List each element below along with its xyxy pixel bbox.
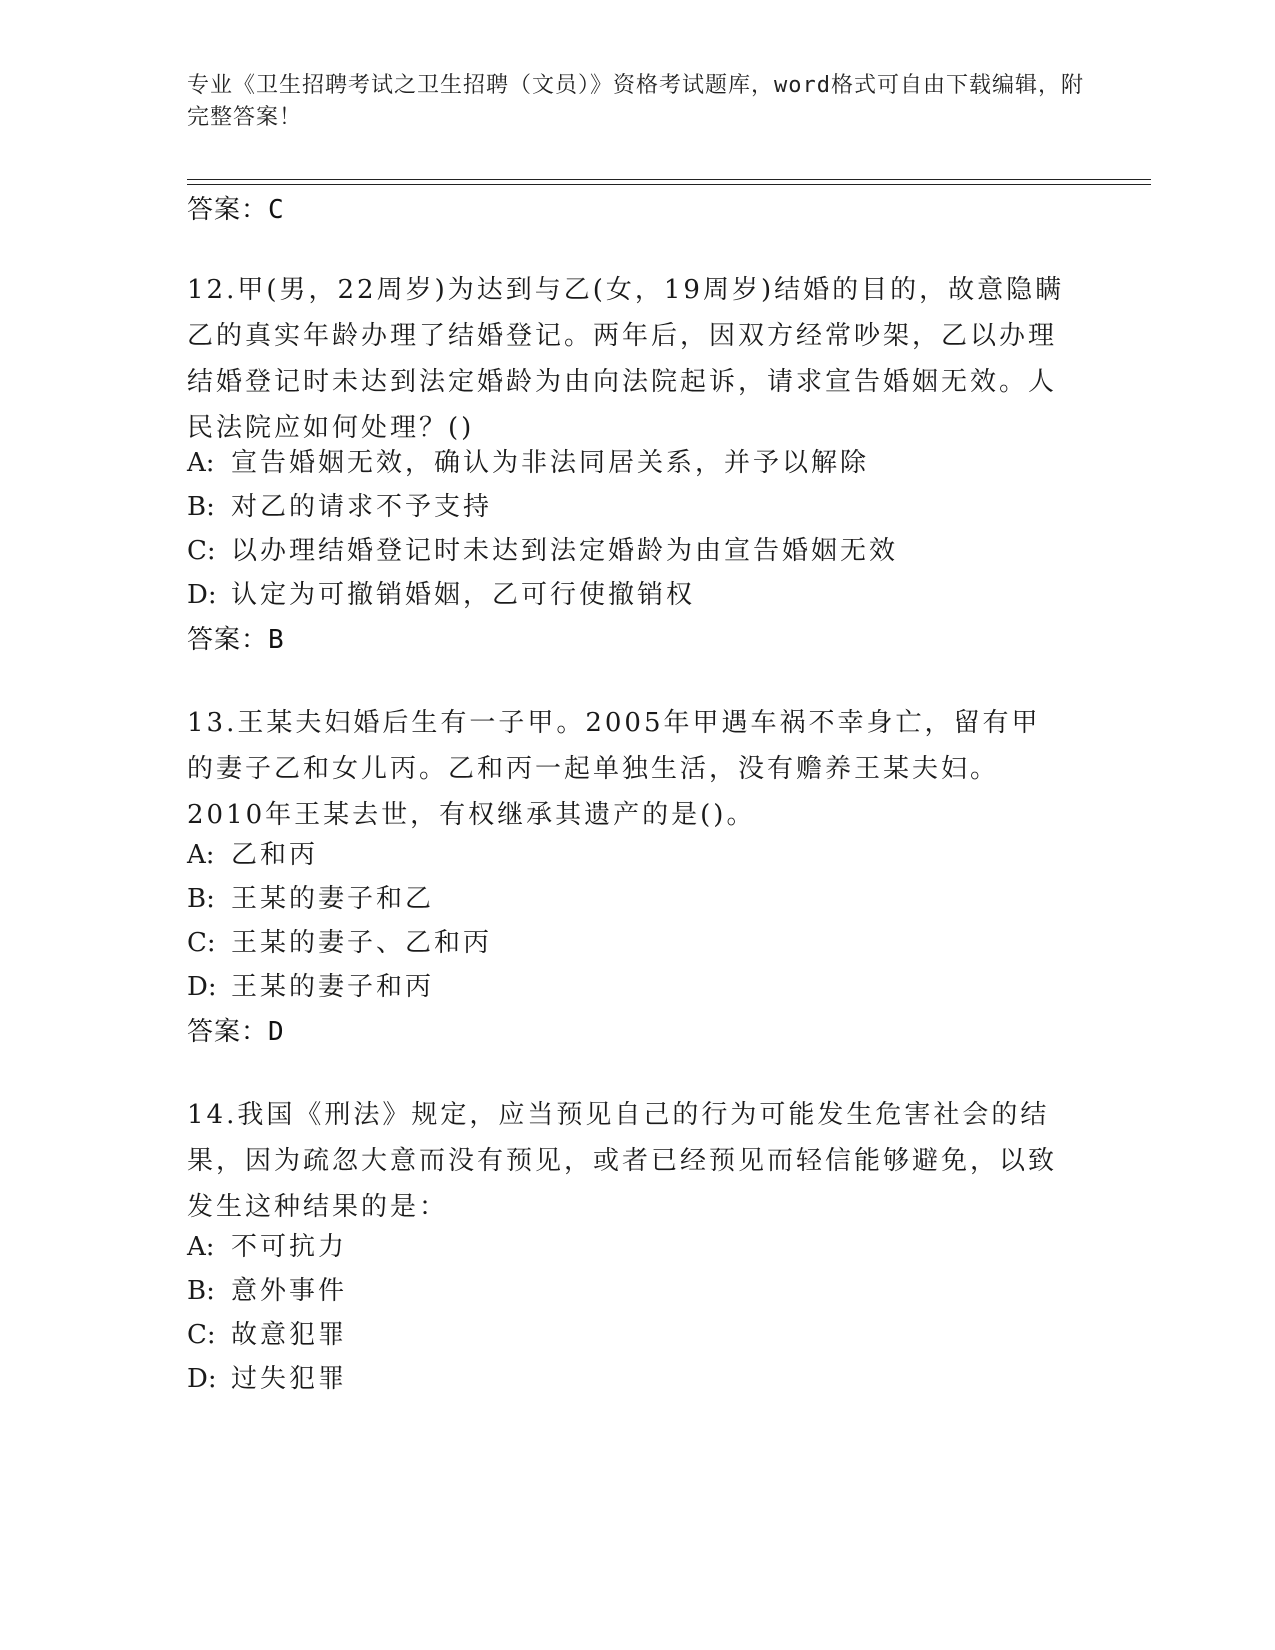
answer-value: C [268,195,285,225]
header-divider-bottom [187,184,1151,185]
question-12-option-b [187,490,492,524]
option-key: A: [187,448,215,478]
question-13-option-c [187,926,492,960]
option-key: D: [187,1364,217,1394]
option-key: B: [187,884,215,914]
question-14-option-a [187,1230,347,1264]
header-note: 专业《卫生招聘考试之卫生招聘（文员）》资格考试题库，word格式可自由下载编辑，附完整答案！ [187,73,1084,130]
answer-label: 答案： [187,625,269,655]
option-key: D: [187,972,217,1002]
question-13-answer [187,1016,285,1048]
option-key: B: [187,1276,215,1306]
answer-prev [187,194,285,226]
question-stem-13: 13.王某夫妇婚后生有一子甲。2005年甲遇车祸不幸身亡，留有甲的妻子乙和女儿丙。乙和丙一起单独生活，没有赡养王某夫妇。2010年王某去世，有权继承其遗产的是()。 [187,708,1041,830]
option-key: B: [187,492,215,522]
question-13-option-d [187,970,434,1004]
option-text: 故意犯罪 [231,1320,348,1350]
option-text: 以办理结婚登记时未达到法定婚龄为由宣告婚姻无效 [231,536,899,566]
question-13-option-b [187,882,434,916]
option-text: 乙和丙 [231,840,319,870]
question-stem-14: 14.我国《刑法》规定，应当预见自己的行为可能发生危害社会的结果，因为疏忽大意而没有预见，或者已经预见而轻信能够避免，以致发生这种结果的是： [187,1100,1058,1222]
question-12-answer [187,624,285,656]
question-13-option-a [187,838,318,872]
option-key: D: [187,580,217,610]
option-text: 王某的妻子和丙 [231,972,435,1002]
option-text: 不可抗力 [231,1232,348,1262]
question-14-option-d [187,1362,347,1396]
header-divider-top [187,179,1151,180]
option-text: 王某的妻子、乙和丙 [231,928,493,958]
answer-value: B [268,625,285,655]
answer-label: 答案： [187,1017,269,1047]
option-text: 宣告婚姻无效，确认为非法同居关系，并予以解除 [231,448,870,478]
answer-value: D [268,1017,285,1047]
option-text: 王某的妻子和乙 [231,884,435,914]
option-text: 认定为可撤销婚姻，乙可行使撤销权 [231,580,696,610]
option-key: A: [187,1232,215,1262]
option-key: C: [187,536,216,566]
question-14-option-b [187,1274,347,1308]
question-12-option-d [187,578,695,612]
option-key: C: [187,928,216,958]
question-12-option-a [187,446,869,480]
option-key: A: [187,840,215,870]
option-text: 对乙的请求不予支持 [231,492,493,522]
question-14-option-c [187,1318,347,1352]
option-text: 意外事件 [231,1276,348,1306]
question-12-option-c [187,534,898,568]
answer-label: 答案： [187,195,269,225]
question-stem-12: 12.甲(男，22周岁)为达到与乙(女，19周岁)结婚的目的，故意隐瞒乙的真实年龄办理了结婚登记。两年后，因双方经常吵架，乙以办理结婚登记时未达到法定婚龄为由向法院起诉，请求宣告婚姻无效。人民法院应如何处理？() [187,275,1065,443]
option-text: 过失犯罪 [231,1364,348,1394]
option-key: C: [187,1320,216,1350]
